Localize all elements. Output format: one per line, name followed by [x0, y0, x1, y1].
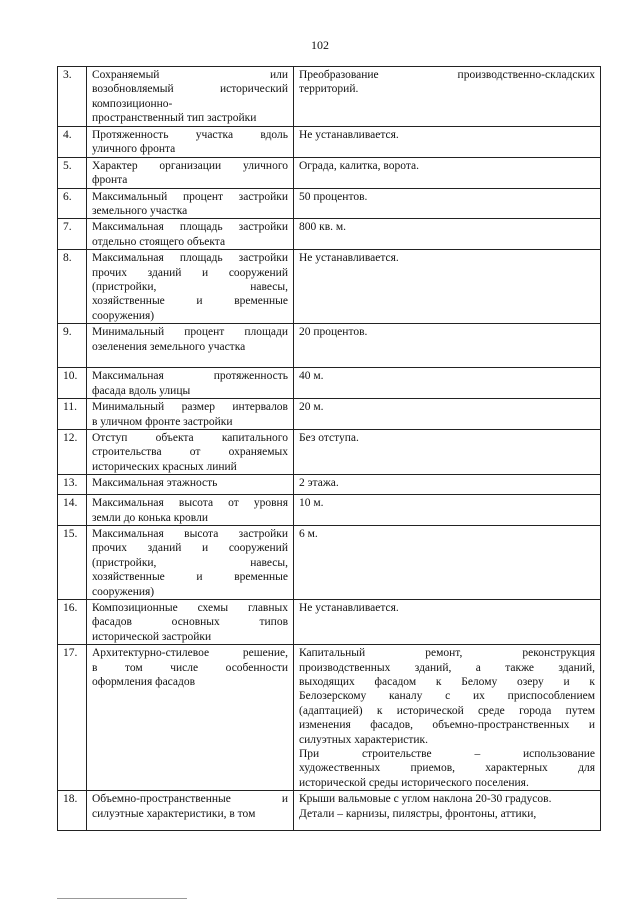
parameter-name-line: Протяженность участка вдоль [92, 129, 288, 141]
parameter-value-line: художественных приемов, характерных для [299, 762, 595, 775]
parameter-name-line: Характер организации уличного [92, 159, 288, 172]
parameter-value-line: Без отступа. [299, 431, 359, 444]
parameter-name-cell [87, 157, 294, 188]
parameter-name-line: Максимальная этажность [92, 477, 218, 490]
table-row [58, 368, 601, 399]
parameter-value-cell [294, 399, 601, 430]
parameter-name-line: (пристройки, навесы, [92, 281, 288, 294]
parameter-name-line: уличного фронта [92, 143, 176, 156]
parameter-value-cell [294, 645, 601, 791]
parameter-name-line: сооружения) [92, 309, 155, 322]
parameter-value-cell [294, 429, 601, 474]
parameter-value-cell [294, 368, 601, 399]
row-number: 12. [58, 429, 87, 474]
parameter-name-line: пространственный тип застройки [92, 112, 257, 125]
row-number: 3. [58, 67, 87, 127]
parameter-name-cell [87, 475, 294, 495]
parameter-value-cell [294, 791, 601, 831]
parameter-value-cell [294, 495, 601, 526]
parameter-name-line: прочих зданий и сооружений [92, 266, 288, 279]
parameter-value-cell [294, 157, 601, 188]
parameter-name-cell [87, 67, 294, 127]
parameter-name-line: Минимальный процент площади [92, 326, 288, 339]
parameter-name-line: отдельно стоящего объекта [92, 235, 226, 248]
parameter-name-line: Отступ объекта капитального [92, 431, 288, 444]
parameter-value-line: 2 этажа. [299, 477, 339, 490]
regulations-table [57, 66, 601, 831]
parameter-value-cell [294, 250, 601, 324]
parameter-name-line: (пристройки, навесы, [92, 556, 288, 569]
parameter-name-cell [87, 429, 294, 474]
row-number: 7. [58, 219, 87, 250]
parameter-value-line: (адаптацией) к исторической среде города путем [299, 704, 595, 717]
parameter-name-line: строительства от охраняемых [92, 446, 288, 459]
row-number: 15. [58, 525, 87, 599]
parameter-value-line: Капитальный ремонт, реконструкция [299, 647, 595, 660]
parameter-name-cell [87, 219, 294, 250]
parameter-name-line: композиционно- [92, 97, 173, 110]
parameter-name-line: Архитектурно-стилевое решение, [92, 647, 288, 660]
parameter-name-cell [87, 599, 294, 644]
parameter-value-line: Ограда, калитка, ворота. [299, 159, 419, 172]
parameter-name-line: озеленения земельного участка [92, 340, 246, 353]
parameter-value-line: 6 м. [299, 527, 318, 540]
parameter-value-line: 800 кв. м. [299, 221, 347, 234]
parameter-value-line: 20 м. [299, 401, 324, 414]
parameter-name-line: хозяйственные и временные [92, 571, 288, 584]
parameter-value-line: Не устанавливается. [299, 601, 399, 614]
parameter-value-line: выходящих фасадом к Белому озеру и к [299, 676, 595, 688]
parameter-value-cell [294, 475, 601, 495]
parameter-name-line: фасада вдоль улицы [92, 384, 191, 397]
parameter-name-line: оформления фасадов [92, 676, 196, 688]
parameter-name-line: Максимальная протяженность [92, 370, 288, 383]
parameter-value-line: Детали – карнизы, пилястры, фронтоны, аттики, [299, 807, 537, 820]
parameter-value-line: 50 процентов. [299, 190, 368, 203]
parameter-name-line: Максимальная высота застройки [92, 527, 288, 540]
table-row [58, 127, 601, 158]
row-number: 5. [58, 157, 87, 188]
parameter-value-line: 20 процентов. [299, 326, 368, 339]
parameter-value-line: Крыши вальмовые с углом наклона 20-30 градусов. [299, 793, 552, 806]
parameter-name-line: силуэтные характеристики, в том [92, 807, 256, 820]
parameter-value-line: 40 м. [299, 370, 324, 383]
parameter-name-cell [87, 495, 294, 526]
parameter-value-cell [294, 219, 601, 250]
table-row [58, 250, 601, 324]
row-number: 18. [58, 791, 87, 831]
regulations-table-body [58, 67, 601, 831]
parameter-name-line: возобновляемый исторический [92, 83, 288, 96]
parameter-value-line: Не устанавливается. [299, 129, 399, 141]
parameter-value-line: При строительстве – использование [299, 748, 595, 761]
table-row [58, 429, 601, 474]
row-number: 9. [58, 324, 87, 368]
parameter-name-line: исторических красных линий [92, 460, 237, 473]
table-row [58, 219, 601, 250]
page-number: 102 [311, 38, 329, 52]
parameter-name-line: Максимальная площадь застройки [92, 252, 288, 265]
parameter-name-cell [87, 127, 294, 158]
parameter-name-line: в том числе особенности [92, 661, 288, 674]
parameter-name-line: Максимальная площадь застройки [92, 221, 288, 234]
table-row [58, 495, 601, 526]
parameter-name-cell [87, 645, 294, 791]
parameter-value-cell [294, 525, 601, 599]
parameter-value-line: 10 м. [299, 497, 324, 510]
footer-rule [57, 898, 187, 899]
table-row [58, 525, 601, 599]
parameter-name-line: в уличном фронте застройки [92, 415, 233, 428]
parameter-value-line: территорий. [299, 83, 359, 96]
row-number: 8. [58, 250, 87, 324]
parameter-name-line: Объемно-пространственные и [92, 793, 288, 806]
parameter-name-line: земельного участка [92, 205, 188, 218]
parameter-name-line: Сохраняемый или [92, 69, 288, 81]
parameter-value-cell [294, 188, 601, 219]
parameter-value-line: Преобразование производственно-складских [299, 69, 595, 81]
row-number: 13. [58, 475, 87, 495]
parameter-value-cell [294, 599, 601, 644]
parameter-name-cell [87, 525, 294, 599]
parameter-name-line: фронта [92, 174, 128, 187]
parameter-value-line: изменения фасадов, объемно-пространственных и [299, 719, 595, 732]
row-number: 16. [58, 599, 87, 644]
table-row [58, 157, 601, 188]
parameter-name-line: Композиционные схемы главных [92, 601, 288, 614]
row-number: 6. [58, 188, 87, 219]
parameter-value-line: силуэтных характеристик. [299, 733, 428, 746]
table-row [58, 645, 601, 791]
row-number: 11. [58, 399, 87, 430]
table-row [58, 599, 601, 644]
table-row [58, 475, 601, 495]
parameter-name-line: сооружения) [92, 585, 155, 598]
parameter-name-cell [87, 250, 294, 324]
parameter-value-line: Белозерскому каналу с их приспособлением [299, 690, 595, 703]
table-row [58, 791, 601, 831]
parameter-name-cell [87, 399, 294, 430]
table-row [58, 67, 601, 127]
parameter-name-line: прочих зданий и сооружений [92, 542, 288, 555]
parameter-name-line: Минимальный размер интервалов [92, 401, 288, 414]
parameter-name-cell [87, 791, 294, 831]
table-row [58, 188, 601, 219]
parameter-value-cell [294, 67, 601, 127]
parameter-name-cell [87, 324, 294, 368]
table-row [58, 399, 601, 430]
row-number: 14. [58, 495, 87, 526]
parameter-value-line: исторической среды исторического поселения. [299, 776, 529, 789]
parameter-name-line: Максимальный процент застройки [92, 190, 288, 203]
row-number: 17. [58, 645, 87, 791]
parameter-name-cell [87, 188, 294, 219]
table-row [58, 324, 601, 368]
parameter-name-line: земли до конька кровли [92, 511, 208, 524]
parameter-value-cell [294, 324, 601, 368]
parameter-name-line: Максимальная высота от уровня [92, 497, 288, 510]
parameter-name-cell [87, 368, 294, 399]
row-number: 10. [58, 368, 87, 399]
parameter-name-line: исторической застройки [92, 630, 212, 643]
parameter-value-line: производственных зданий, а также зданий, [299, 661, 595, 674]
row-number: 4. [58, 127, 87, 158]
parameter-value-line: Не устанавливается. [299, 252, 399, 265]
parameter-name-line: хозяйственные и временные [92, 295, 288, 308]
parameter-name-line: фасадов основных типов [92, 616, 288, 629]
parameter-value-cell [294, 127, 601, 158]
